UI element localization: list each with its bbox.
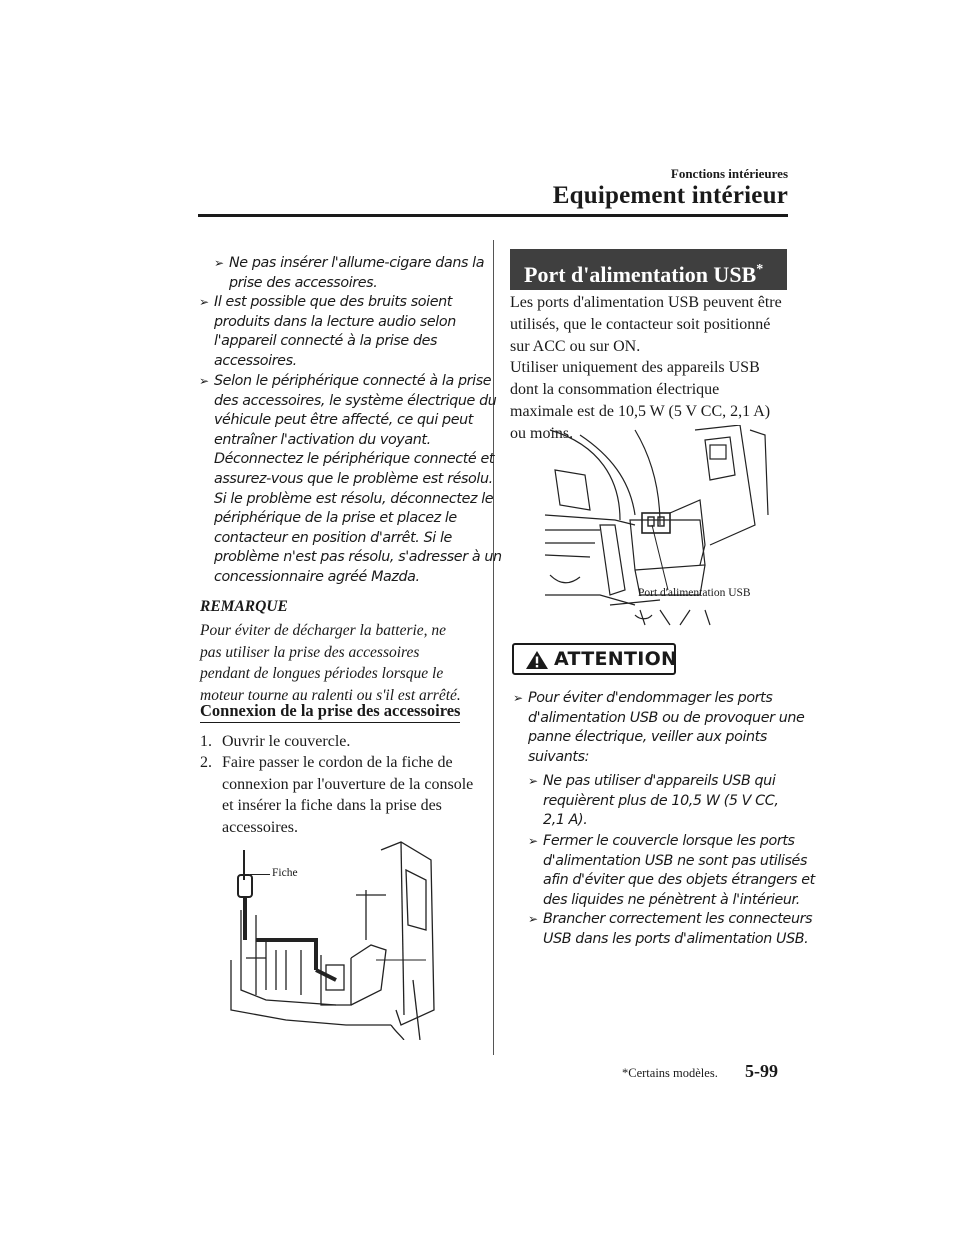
note-line: Pour éviter de décharger la batterie, ne <box>200 622 447 639</box>
caution-line: Fermer le couvercle lorsque les ports <box>543 833 795 849</box>
bullet-line: périphérique de la prise et placez le <box>214 510 457 527</box>
bullet-line: accessoires. <box>214 352 297 369</box>
step-number: 2. <box>200 754 212 771</box>
step-2 <box>200 752 473 839</box>
step-1 <box>200 731 350 753</box>
step-line: accessoires. <box>222 819 298 837</box>
attention-label: ATTENTION <box>554 648 678 670</box>
bullet-line: assurez-vous que le problème est résolu. <box>214 470 493 487</box>
caution-line: 2,1 A). <box>543 812 588 829</box>
caution-main <box>513 689 805 767</box>
bullet-line: concessionnaire agréé Mazda. <box>214 568 420 585</box>
caution-line: USB dans les ports d'alimentation USB. <box>543 930 809 947</box>
column-divider <box>493 240 494 1055</box>
caution-line: requièrent plus de 10,5 W (5 V CC, <box>543 792 779 809</box>
arrow-bullet-icon: ➢ <box>528 774 538 788</box>
caution-line: afin d'éviter que des objets étrangers et <box>543 872 815 889</box>
footer-note: *Certains modèles. <box>622 1066 718 1080</box>
arrow-bullet-icon: ➢ <box>199 295 209 309</box>
caution-line: d'alimentation USB ne sont pas utilisés <box>543 852 807 869</box>
caution-line: des liquides ne pénètrent à l'intérieur. <box>543 891 800 908</box>
usb-intro <box>510 292 782 445</box>
bullet-2 <box>199 293 456 371</box>
note-title: REMARQUE <box>200 598 288 615</box>
page-number: 5-99 <box>745 1061 778 1081</box>
section-title-bar <box>510 249 787 290</box>
caution-line: panne électrique, veiller aux points <box>528 729 767 746</box>
intro-line: maximale est de 10,5 W (5 V CC, 2,1 A) <box>510 402 771 420</box>
bullet-line: entraîner l'activation du voyant. <box>214 431 431 448</box>
bullet-line: véhicule peut être affecté, ce qui peut <box>214 412 473 429</box>
step-line: et insérer la fiche dans la prise des <box>222 797 442 815</box>
arrow-bullet-icon: ➢ <box>199 374 209 388</box>
step-line: Faire passer le cordon de la fiche de <box>222 754 453 771</box>
arrow-bullet-icon: ➢ <box>214 256 224 270</box>
figure-label-usb: Port d'alimentation USB <box>638 587 751 599</box>
note-line: pendant de longues périodes lorsque le <box>200 665 444 683</box>
intro-line: Les ports d'alimentation USB peuvent être <box>510 294 782 311</box>
section-mark: * <box>756 262 764 277</box>
note-body <box>200 620 461 707</box>
note-line: pas utiliser la prise des accessoires <box>200 643 420 661</box>
caution-line: suivants: <box>528 748 590 765</box>
accessory-socket-illustration <box>226 840 446 1040</box>
arrow-bullet-icon: ➢ <box>528 912 538 926</box>
bullet-3 <box>199 372 502 588</box>
section-title: Port d'alimentation USB <box>524 262 757 287</box>
bullet-line: problème n'est pas résolu, s'adresser à un <box>214 549 502 566</box>
arrow-bullet-icon: ➢ <box>513 691 523 705</box>
caution-line: Pour éviter d'endommager les ports <box>528 690 773 706</box>
bullet-line: Il est possible que des bruits soient <box>214 294 452 310</box>
header-section: Fonctions intérieures <box>670 166 788 181</box>
bullet-line: contacteur en position d'arrêt. Si le <box>214 529 452 546</box>
bullet-line: Selon le périphérique connecté à la prise <box>214 373 492 389</box>
step-line: Ouvrir le couvercle. <box>222 733 351 750</box>
note-line: moteur tourne au ralenti ou s'il est arrêté. <box>200 687 461 705</box>
caution-sub-2 <box>528 832 815 910</box>
intro-line: sur ACC ou sur ON. <box>510 337 641 355</box>
bullet-line: produits dans la lecture audio selon <box>214 313 456 330</box>
header-title: Equipement intérieur <box>552 182 788 209</box>
intro-line: utilisés, que le contacteur soit positionné <box>510 315 771 333</box>
intro-line: ou moins. <box>510 424 574 442</box>
bullet-sub-1 <box>214 254 485 293</box>
bullet-line: Ne pas insérer l'allume-cigare dans la <box>229 255 485 271</box>
intro-line: Utiliser uniquement des appareils USB <box>510 359 760 377</box>
bullet-line: prise des accessoires. <box>229 274 378 291</box>
usb-port-illustration <box>540 425 770 635</box>
bullet-line: l'appareil connecté à la prise des <box>214 333 438 350</box>
caution-line: d'alimentation USB ou de provoquer une <box>528 709 805 726</box>
attention-box <box>512 643 676 675</box>
step-line: connexion par l'ouverture de la console <box>222 775 474 793</box>
header-rule <box>198 214 788 217</box>
warning-icon <box>525 650 549 670</box>
bullet-line: Déconnectez le périphérique connecté et <box>214 451 495 468</box>
bullet-line: Si le problème est résolu, déconnectez le <box>214 490 494 507</box>
caution-sub-3 <box>528 910 813 949</box>
figure-leader-line <box>250 874 270 875</box>
arrow-bullet-icon: ➢ <box>528 834 538 848</box>
figure-label-fiche: Fiche <box>272 867 298 879</box>
caution-line: Brancher correctement les connecteurs <box>543 911 813 927</box>
caution-line: Ne pas utiliser d'appareils USB qui <box>543 773 776 789</box>
bullet-line: des accessoires, le système électrique du <box>214 392 497 409</box>
intro-line: dont la consommation électrique <box>510 381 720 399</box>
step-number: 1. <box>200 733 212 750</box>
caution-sub-1 <box>528 772 779 831</box>
subheading: Connexion de la prise des accessoires <box>200 701 460 723</box>
